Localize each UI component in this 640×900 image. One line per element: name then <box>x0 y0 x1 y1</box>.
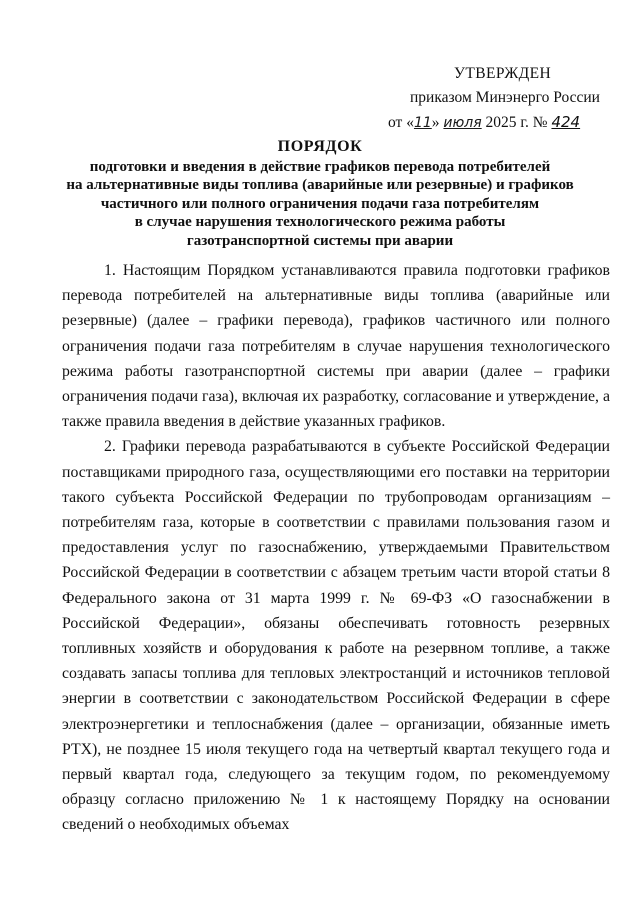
document-title: ПОРЯДОК <box>277 138 363 155</box>
heading-line: в случае нарушения технологического режима работы <box>134 214 506 230</box>
paragraph-2: 2. Графики перевода разрабатываются в субъекте Российской Федерации поставщиками природного газа, осуществляющими его поставки на территории такого субъекта Российской Федерации по трубопроводам организациям – потребителям газа, которые в соответствии с правилами пользования газом и предоставления услуг по газоснабжению, утверждаемыми Правительством Российской Федерации в соответствии с абзацем третьим части второй статьи 8 Федерального закона от 31 марта 1999 г. № 69-ФЗ «О газоснабжении в Российской Федерации», обязаны обеспечивать готовность резервных топливных хозяйств и оборудования к работе на резервном топливе, а также создавать запасы топлива для тепловых электростанций и источников тепловой энергии в соответствии с законодательством Российской Федерации в сфере электроэнергетики и теплоснабжения (далее – организации, обязанные иметь РТХ), не позднее 15 июля текущего года на четвертый квартал текущего года и первый квартал года, следующего за текущим годом, по рекомендуемому образцу согласно приложению № 1 к настоящему Порядку на основании сведений о необходимых объемах <box>62 438 610 834</box>
date-year: 2025 г. № <box>485 114 548 131</box>
paragraph-1: 1. Настоящим Порядком устанавливаются правила подготовки графиков перевода потребителей на альтернативные виды топлива (аварийные или резервные) (далее – графики перевода), графиков частичного или полного ограничения подачи газа потребителям в случае нарушения технологического режима работы газотранспортной системы при аварии (далее – графики ограничения подачи газа), включая их разработку, согласование и утверждение, а также правила введения в действие указанных графиков. <box>62 262 610 431</box>
date-mid: » <box>431 114 440 131</box>
handwritten-number: 424 <box>551 113 581 131</box>
approval-order-line: приказом Минэнерго России <box>410 89 600 106</box>
heading-line: на альтернативные виды топлива (аварийные или резервные) и графиков <box>66 177 574 193</box>
approval-title: УТВЕРЖДЕН <box>454 65 552 82</box>
heading-line: частичного или полного ограничения подачи газа потребителям <box>100 195 540 212</box>
approval-stamp <box>372 62 612 135</box>
heading-line: газотранспортной системы при аварии <box>186 232 454 249</box>
heading-line: подготовки и введения в действие графиков перевода потребителей <box>89 158 551 175</box>
handwritten-day: 11 <box>413 115 432 131</box>
handwritten-month: июля <box>443 115 482 131</box>
approval-date-line <box>372 110 612 135</box>
document-body <box>62 258 610 838</box>
date-prefix: от « <box>388 114 414 131</box>
document-heading <box>40 138 600 250</box>
